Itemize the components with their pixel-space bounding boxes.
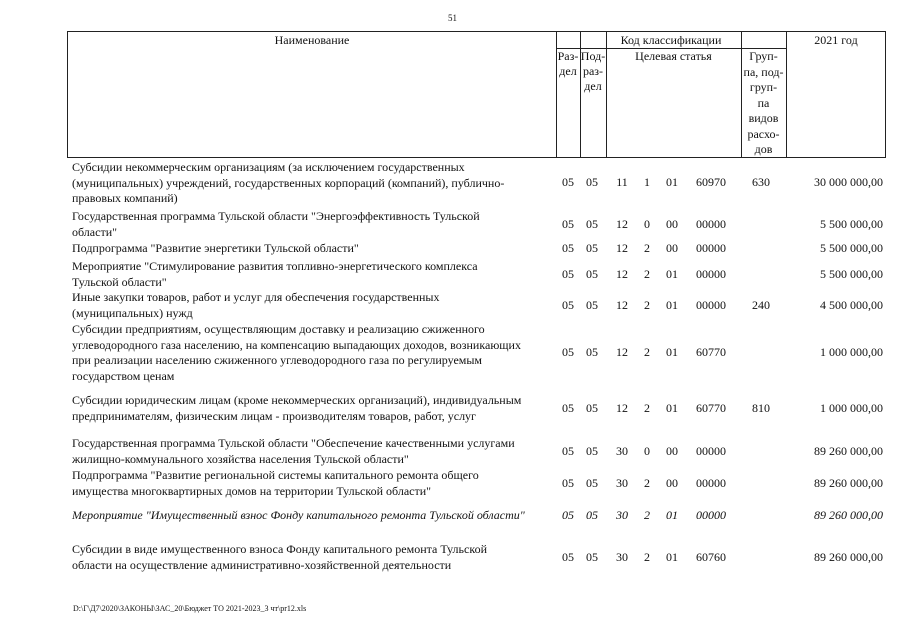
event-code: 00 bbox=[666, 443, 678, 458]
row-name bbox=[72, 436, 552, 467]
subsection-code: 05 bbox=[586, 216, 598, 231]
row-amount: 89 260 000,00 bbox=[814, 475, 883, 490]
row-name-line: Иные закупки товаров, работ и услуг для обеспечения государственных bbox=[72, 290, 440, 304]
row-name-line: Тульской области" bbox=[72, 274, 167, 289]
section-code: 05 bbox=[562, 475, 574, 490]
row-name bbox=[72, 393, 552, 424]
program-code: 12 bbox=[616, 400, 628, 415]
subsection-code: 05 bbox=[586, 400, 598, 415]
program-code: 12 bbox=[616, 266, 628, 281]
row-amount: 5 500 000,00 bbox=[820, 216, 883, 231]
event-code: 01 bbox=[666, 507, 678, 522]
header-subsection: Под- раз- дел bbox=[580, 49, 606, 93]
subprogram-code: 2 bbox=[644, 345, 650, 359]
row-amount: 89 260 000,00 bbox=[814, 507, 883, 522]
direction-code: 00000 bbox=[696, 240, 726, 255]
row-name-line: Мероприятие "Стимулирование развития топливно-энергетического комплекса bbox=[72, 259, 478, 273]
header-classification: Код классификации bbox=[620, 33, 722, 47]
header-target-article: Целевая статья bbox=[635, 49, 712, 63]
row-name-line: Субсидии предприятиям, осуществляющим доставку и реализацию сжиженного bbox=[72, 322, 485, 336]
row-name bbox=[72, 542, 552, 573]
program-code: 30 bbox=[616, 443, 628, 458]
program-code: 12 bbox=[616, 240, 628, 255]
subprogram-code: 2 bbox=[644, 297, 650, 312]
row-amount: 5 500 000,00 bbox=[820, 240, 883, 255]
file-path: D:\Г\Д7\2020\ЗАКОНЫ\ЗАС_20\Бюджет ТО 2021-2023_3 чт\pr12.xls bbox=[73, 604, 307, 613]
header-year: 2021 год bbox=[814, 33, 858, 47]
subprogram-code: 2 bbox=[644, 240, 650, 255]
subsection-code: 05 bbox=[586, 345, 598, 359]
row-name-line: Субсидии некоммерческим организациям (за исключением государственных bbox=[72, 160, 465, 174]
row-name-line: углеводородного газа населению, на компенсацию выпадающих доходов, возникающих bbox=[72, 337, 521, 352]
section-code: 05 bbox=[562, 345, 574, 359]
row-name-line: Подпрограмма "Развитие региональной системы капитального ремонта общего bbox=[72, 468, 479, 482]
row-name-line: государством ценам bbox=[72, 368, 175, 383]
subprogram-code: 2 bbox=[644, 400, 650, 415]
row-name-line: имущества многоквартирных домов на территории Тульской области" bbox=[72, 483, 432, 498]
row-name bbox=[72, 290, 552, 321]
group-code: 630 bbox=[752, 175, 770, 190]
direction-code: 60770 bbox=[696, 400, 726, 415]
direction-code: 60970 bbox=[696, 175, 726, 190]
group-code: 810 bbox=[752, 400, 770, 415]
row-name bbox=[72, 468, 552, 499]
subsection-code: 05 bbox=[586, 297, 598, 312]
row-name bbox=[72, 209, 552, 240]
subprogram-code: 1 bbox=[644, 175, 650, 190]
row-name-line: Государственная программа Тульской области "Энергоэффективность Тульской bbox=[72, 209, 480, 223]
header-group: Груп- па, под- груп- па видов расхо- дов bbox=[743, 49, 784, 156]
row-name-line: области на осуществление административно-хозяйственной деятельности bbox=[72, 557, 452, 572]
direction-code: 00000 bbox=[696, 297, 726, 312]
section-code: 05 bbox=[562, 266, 574, 281]
page-number: 51 bbox=[448, 13, 457, 23]
event-code: 00 bbox=[666, 216, 678, 231]
subprogram-code: 0 bbox=[644, 216, 650, 231]
row-name bbox=[72, 322, 552, 384]
direction-code: 00000 bbox=[696, 266, 726, 281]
row-name-line: Государственная программа Тульской области "Обеспечение качественными услугами bbox=[72, 436, 515, 450]
direction-code: 00000 bbox=[696, 443, 726, 458]
subsection-code: 05 bbox=[586, 240, 598, 255]
direction-code: 60770 bbox=[696, 345, 726, 359]
row-name bbox=[72, 508, 552, 524]
group-code: 240 bbox=[752, 297, 770, 312]
direction-code: 60760 bbox=[696, 549, 726, 564]
section-code: 05 bbox=[562, 297, 574, 312]
program-code: 11 bbox=[616, 175, 628, 190]
program-code: 12 bbox=[616, 297, 628, 312]
section-code: 05 bbox=[562, 400, 574, 415]
row-amount: 1 000 000,00 bbox=[820, 400, 883, 415]
row-amount: 5 500 000,00 bbox=[820, 266, 883, 281]
subsection-code: 05 bbox=[586, 443, 598, 458]
row-amount: 89 260 000,00 bbox=[814, 443, 883, 458]
header-section: Раз- дел bbox=[557, 49, 579, 78]
row-name-line: жилищно-коммунального хозяйства населения Тульской области" bbox=[72, 451, 409, 466]
subsection-code: 05 bbox=[586, 266, 598, 281]
table-header bbox=[67, 31, 886, 158]
program-code: 30 bbox=[616, 507, 628, 522]
event-code: 01 bbox=[666, 345, 678, 359]
row-name-line: предпринимателям, физическим лицам - производителям товаров, работ, услуг bbox=[72, 408, 476, 423]
subsection-code: 05 bbox=[586, 475, 598, 490]
direction-code: 00000 bbox=[696, 216, 726, 231]
section-code: 05 bbox=[562, 443, 574, 458]
header-divider bbox=[786, 32, 787, 157]
event-code: 01 bbox=[666, 549, 678, 564]
event-code: 01 bbox=[666, 297, 678, 312]
row-name-line: области" bbox=[72, 224, 118, 239]
row-name-line: Субсидии в виде имущественного взноса Фонду капитального ремонта Тульской bbox=[72, 542, 487, 556]
subprogram-code: 0 bbox=[644, 443, 650, 458]
row-name-line: при реализации населению сжиженного углеводородного газа по регулируемым bbox=[72, 353, 483, 367]
event-code: 00 bbox=[666, 240, 678, 255]
event-code: 01 bbox=[666, 266, 678, 281]
program-code: 12 bbox=[616, 345, 628, 359]
row-name bbox=[72, 259, 552, 290]
section-code: 05 bbox=[562, 216, 574, 231]
row-name bbox=[72, 241, 552, 257]
direction-code: 00000 bbox=[696, 507, 726, 522]
program-code: 30 bbox=[616, 549, 628, 564]
header-name: Наименование bbox=[274, 33, 350, 47]
section-code: 05 bbox=[562, 549, 574, 564]
row-amount: 89 260 000,00 bbox=[814, 549, 883, 564]
row-name-line: (муниципальных) учреждений, государственных корпораций (компаний), публично- bbox=[72, 175, 505, 190]
event-code: 00 bbox=[666, 475, 678, 490]
row-name-line: Подпрограмма "Развитие энергетики Тульской области" bbox=[72, 241, 359, 255]
row-name-line: правовых компаний) bbox=[72, 191, 178, 205]
section-code: 05 bbox=[562, 507, 574, 522]
program-code: 30 bbox=[616, 475, 628, 490]
program-code: 12 bbox=[616, 216, 628, 231]
subsection-code: 05 bbox=[586, 175, 598, 190]
subprogram-code: 2 bbox=[644, 507, 650, 522]
row-amount: 4 500 000,00 bbox=[820, 297, 883, 312]
direction-code: 00000 bbox=[696, 475, 726, 490]
subprogram-code: 2 bbox=[644, 266, 650, 281]
section-code: 05 bbox=[562, 175, 574, 190]
event-code: 01 bbox=[666, 400, 678, 415]
row-name-line: Мероприятие "Имущественный взнос Фонду капитального ремонта Тульской области" bbox=[72, 508, 525, 522]
row-name bbox=[72, 160, 552, 207]
section-code: 05 bbox=[562, 240, 574, 255]
subsection-code: 05 bbox=[586, 507, 598, 522]
row-amount: 30 000 000,00 bbox=[814, 175, 883, 190]
subprogram-code: 2 bbox=[644, 475, 650, 490]
row-name-line: (муниципальных) нужд bbox=[72, 305, 193, 320]
row-amount: 1 000 000,00 bbox=[820, 345, 883, 359]
subsection-code: 05 bbox=[586, 549, 598, 564]
subprogram-code: 2 bbox=[644, 549, 650, 564]
event-code: 01 bbox=[666, 175, 678, 190]
row-name-line: Субсидии юридическим лицам (кроме некоммерческих организаций), индивидуальным bbox=[72, 393, 522, 407]
